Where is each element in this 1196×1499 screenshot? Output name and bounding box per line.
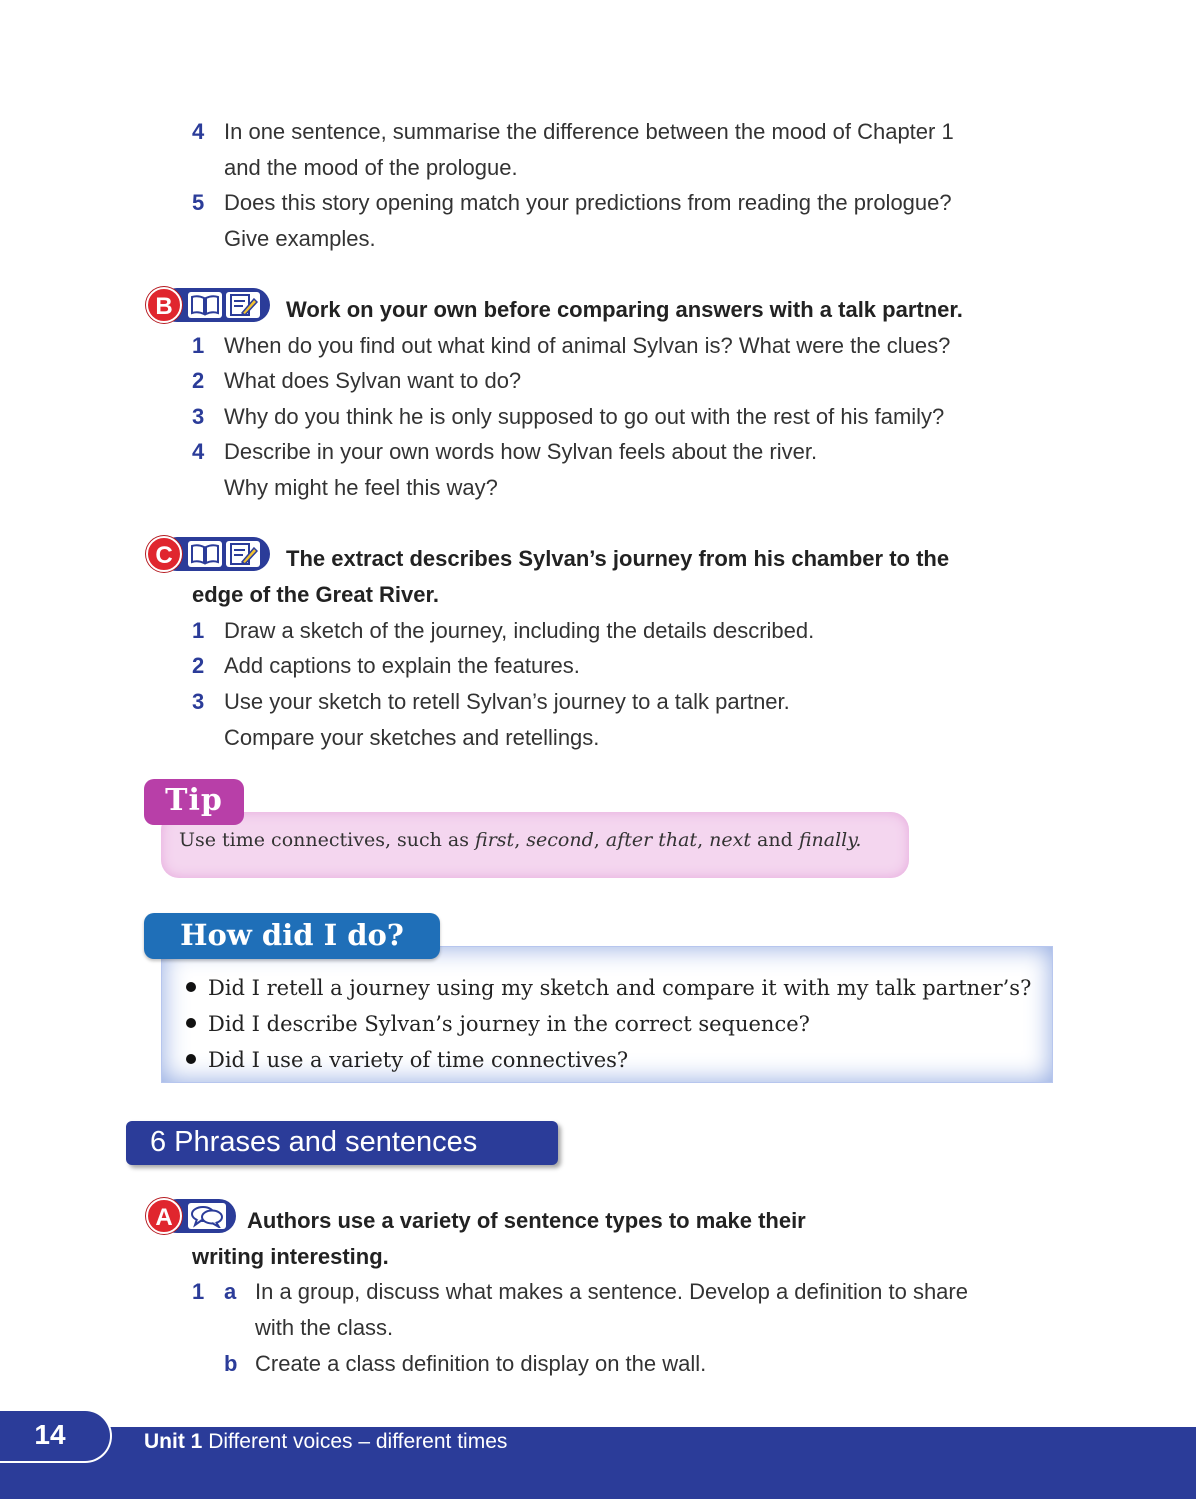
notebook-pencil-icon [226, 541, 260, 567]
section-c-heading-continued: edge of the Great River. [192, 582, 439, 607]
sub-question-letter-b: b [224, 1351, 238, 1376]
question-4 [192, 114, 1072, 186]
section-c-heading: The extract describes Sylvan’s journey from his chamber to the [286, 546, 950, 571]
bullet-icon [186, 1018, 196, 1028]
section-letter-a: A [146, 1198, 182, 1234]
sub-question-b-text: Create a class definition to display on the wall. [255, 1351, 707, 1376]
question-text-continued: Compare your sketches and retellings. [224, 725, 600, 750]
question-number: 1 [192, 1279, 205, 1304]
question-text-continued: Why might he feel this way? [224, 475, 498, 500]
section-c-badge [146, 536, 270, 572]
question-text: Describe in your own words how Sylvan feels about the river. [224, 439, 818, 464]
question-number: 1 [192, 618, 205, 643]
sub-question-a-text: In a group, discuss what makes a sentence. Develop a definition to share [255, 1279, 968, 1304]
how-did-i-do-label: How did I do? [144, 913, 440, 959]
question-b4 [192, 434, 1072, 506]
tip-label: Tip [144, 779, 244, 825]
question-c1 [192, 613, 1072, 649]
question-text: What does Sylvan want to do? [224, 368, 522, 393]
book-icon [188, 292, 222, 318]
question-text: Draw a sketch of the journey, including the details described. [224, 618, 815, 643]
sub-question-letter-a: a [224, 1279, 237, 1304]
question-number: 4 [192, 439, 205, 464]
sub-question-a-text-continued: with the class. [255, 1315, 394, 1340]
section-letter-b: B [146, 287, 182, 323]
question-number: 5 [192, 190, 205, 215]
checklist-item: Did I use a variety of time connectives? [186, 1042, 628, 1078]
question-text-continued: and the mood of the prologue. [224, 155, 518, 180]
question-text-continued: Give examples. [224, 226, 376, 251]
question-1 [192, 1274, 1072, 1382]
question-number: 4 [192, 119, 205, 144]
question-number: 3 [192, 689, 205, 714]
question-5 [192, 185, 1072, 257]
tip-text: Use time connectives, such as first, second, after that, next and finally. [179, 829, 862, 851]
question-number: 2 [192, 653, 205, 678]
question-text: Add captions to explain the features. [224, 653, 580, 678]
question-c3 [192, 684, 1072, 756]
question-text: Why do you think he is only supposed to go out with the rest of his family? [224, 404, 945, 429]
tip-box [161, 812, 909, 878]
question-b2 [192, 363, 1072, 399]
question-b3 [192, 399, 1072, 435]
section-title: 6 Phrases and sentences [126, 1121, 558, 1165]
question-text: Use your sketch to retell Sylvan’s journey to a talk partner. [224, 689, 790, 714]
checklist-item: Did I describe Sylvan’s journey in the correct sequence? [186, 1006, 810, 1042]
bullet-icon [186, 1054, 196, 1064]
question-text: In one sentence, summarise the difference between the mood of Chapter 1 [224, 119, 954, 144]
section-a-heading: Authors use a variety of sentence types to make their [247, 1208, 806, 1233]
section-b-badge [146, 287, 270, 323]
section-a-badge [146, 1198, 236, 1234]
bullet-icon [186, 982, 196, 992]
book-icon [188, 541, 222, 567]
section-letter-c: C [146, 536, 182, 572]
how-did-i-do-box [161, 946, 1053, 1083]
question-c2 [192, 648, 1072, 684]
question-text: When do you find out what kind of animal Sylvan is? What were the clues? [224, 333, 951, 358]
speech-bubbles-icon [188, 1203, 226, 1229]
question-number: 3 [192, 404, 205, 429]
unit-title: Unit 1 Different voices – different times [144, 1430, 508, 1453]
question-number: 1 [192, 333, 205, 358]
question-number: 2 [192, 368, 205, 393]
checklist-item: Did I retell a journey using my sketch and compare it with my talk partner’s? [186, 970, 1031, 1006]
question-b1 [192, 328, 1072, 364]
section-b-heading: Work on your own before comparing answers with a talk partner. [286, 297, 963, 322]
question-text: Does this story opening match your predictions from reading the prologue? [224, 190, 952, 215]
section-a-heading-continued: writing interesting. [192, 1244, 389, 1269]
page-number: 14 [0, 1411, 110, 1461]
notebook-pencil-icon [226, 292, 260, 318]
